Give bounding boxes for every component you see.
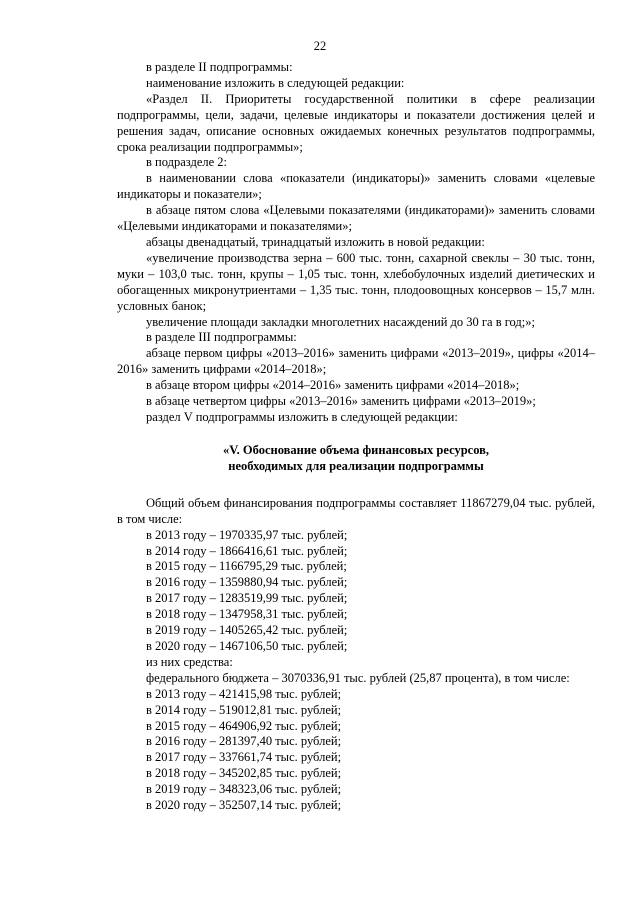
year-total-item: в 2020 году – 1467106,50 тыс. рублей; [146,639,348,653]
year-total-item: в 2013 году – 1970335,97 тыс. рублей; [146,527,348,542]
year-total-item: в 2019 году – 1405265,42 тыс. рублей; [146,623,348,638]
paragraph: в абзаце четвертом цифры «2013–2016» заменить цифрами «2013–2019»; [146,394,536,409]
year-federal-item: в 2017 году – 337661,74 тыс. рублей; [146,750,342,765]
section-heading-line-2: необходимых для реализации подпрограммы [228,458,484,473]
of-them-label: из них средства: [146,654,233,669]
year-total-item: в 2015 году – 1166795,29 тыс. рублей; [146,559,347,574]
year-federal-item: в 2016 году – 281397,40 тыс. рублей; [146,734,342,749]
year-federal-item: в 2019 году – 348323,06 тыс. рублей; [146,782,342,797]
paragraph: «увеличение производства зерна – 600 тыс. тонн, сахарной свеклы – 30 тыс. тонн, муки – 103,0 тыс. тонн, крупы – 1,05 тыс. тонн, хлебобулочных изделий диетических и обогащенных микронутриентами – 1,35 тыс. тонн, плодоовощных консервов – 15,7 млн. условных банок; [117,250,595,313]
year-total-item: в 2014 году – 1866416,61 тыс. рублей; [146,543,348,558]
section-heading [117,442,595,474]
paragraph: в разделе III подпрограммы: [146,330,297,345]
year-federal-item: в 2014 году – 519012,81 тыс. рублей; [146,702,342,717]
paragraph: в разделе II подпрограммы: [146,60,293,74]
federal-budget-paragraph: федерального бюджета – 3070336,91 тыс. рублей (25,87 процента), в том числе: [146,670,570,685]
year-total-item: в 2017 году – 1283519,99 тыс. рублей; [146,591,348,606]
year-federal-item: в 2018 году – 345202,85 тыс. рублей; [146,766,342,781]
paragraph: в наименовании слова «показатели (индикаторы)» заменить словами «целевые индикаторы и показатели»; [117,171,595,202]
paragraph: в подразделе 2: [146,155,228,170]
paragraph: «Раздел II. Приоритеты государственной политики в сфере реализации подпрограммы, цели, задачи, целевые индикаторы и показатели достижения целей и решения задач, описание основных ожидаемых конечных результатов подпрограммы, срока реализации подпрограммы»; [117,91,595,154]
paragraph: в абзаце пятом слова «Целевыми показателями (индикаторами)» заменить словами «Целевыми индикаторами и показателями»; [117,203,595,234]
paragraph: наименование изложить в следующей редакции: [146,75,405,90]
paragraph: раздел V подпрограммы изложить в следующей редакции: [146,409,458,424]
paragraph: абзаце первом цифры «2013–2016» заменить цифрами «2013–2019», цифры «2014–2016» заменить цифрами «2014–2018»; [117,346,595,377]
year-federal-item: в 2015 году – 464906,92 тыс. рублей; [146,718,342,733]
total-financing-paragraph: Общий объем финансирования подпрограммы составляет 11867279,04 тыс. рублей, в том числе: [117,495,595,526]
paragraph: в абзаце втором цифры «2014–2016» заменить цифрами «2014–2018»; [146,378,520,393]
paragraph: абзацы двенадцатый, тринадцатый изложить в новой редакции: [146,234,485,249]
year-total-item: в 2016 году – 1359880,94 тыс. рублей; [146,575,348,590]
section-heading-line-1: «V. Обоснование объема финансовых ресурсов, [222,442,490,457]
year-federal-item: в 2020 году – 352507,14 тыс. рублей; [146,798,342,813]
document-body [117,60,595,814]
year-federal-item: в 2013 году – 421415,98 тыс. рублей; [146,686,342,701]
paragraph: увеличение площади закладки многолетних насаждений до 30 га в год;»; [146,314,535,329]
page-number: 22 [313,39,327,53]
year-total-item: в 2018 году – 1347958,31 тыс. рублей; [146,607,348,622]
